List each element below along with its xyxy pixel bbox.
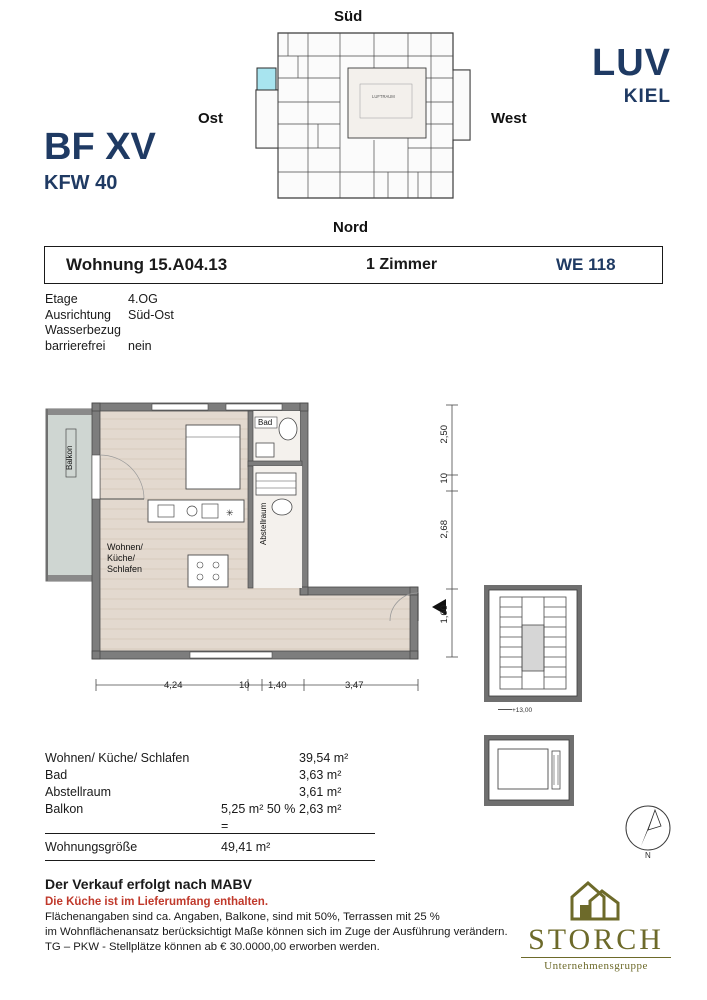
dim-right-3: 2,68 bbox=[439, 520, 450, 539]
key-plan bbox=[248, 28, 476, 206]
svg-text:Abstellraum: Abstellraum bbox=[259, 502, 268, 545]
meta-key: Ausrichtung bbox=[45, 307, 112, 322]
stair-level-leader bbox=[498, 709, 512, 710]
building-code: BF XV bbox=[44, 126, 156, 168]
meta-key: Etage bbox=[45, 292, 78, 306]
dim-right-2: 10 bbox=[439, 473, 450, 484]
legal-red-note: Die Küche ist im Lieferumfang enthalten. bbox=[45, 896, 269, 908]
area-mid bbox=[221, 784, 299, 801]
area-table-divider-top bbox=[45, 833, 375, 834]
area-name: Abstellraum bbox=[45, 785, 111, 799]
unit-meta-list bbox=[45, 292, 174, 354]
area-name: Bad bbox=[45, 768, 68, 782]
total-area-value: 49,41 m² bbox=[221, 840, 271, 854]
dim-bottom-2: 10 bbox=[239, 680, 250, 691]
compass-label-nord: Nord bbox=[333, 219, 368, 236]
svg-text:Wohnen/: Wohnen/ bbox=[107, 542, 143, 552]
legal-block bbox=[45, 876, 535, 955]
dim-right-1: 2,50 bbox=[439, 425, 450, 444]
unit-title-bar bbox=[44, 246, 663, 284]
svg-text:Schlafen: Schlafen bbox=[107, 564, 143, 574]
legal-line: im Wohnflächenansatz berücksichtigt Maße können sich im Zuge der Ausführung verändern. bbox=[45, 926, 508, 938]
lift-drawing bbox=[484, 735, 574, 807]
legal-heading: Der Verkauf erfolgt nach MABV bbox=[45, 876, 252, 892]
dim-bottom-1: 4,24 bbox=[164, 680, 183, 691]
meta-row bbox=[45, 308, 174, 324]
compass-label-sued: Süd bbox=[334, 8, 363, 25]
north-arrow-icon bbox=[617, 800, 679, 862]
area-value: 2,63 m² bbox=[299, 802, 342, 816]
brand-city: KIEL bbox=[623, 86, 671, 107]
brand-block bbox=[592, 44, 671, 108]
area-name: Balkon bbox=[45, 802, 84, 816]
area-mid bbox=[221, 750, 299, 767]
area-row bbox=[45, 767, 375, 784]
floor-plan bbox=[40, 395, 470, 715]
keyplan-luftraum-label: LUFTRAUM bbox=[372, 94, 395, 99]
meta-row bbox=[45, 292, 174, 308]
compass-label-west: West bbox=[491, 110, 527, 127]
storch-subtitle: Unternehmensgruppe bbox=[521, 957, 671, 972]
meta-key: Wasserbezug bbox=[45, 323, 121, 337]
area-value: 3,63 m² bbox=[299, 768, 342, 782]
compass-label-ost: Ost bbox=[198, 110, 224, 127]
stair-level-label: +13,00 bbox=[512, 707, 533, 714]
svg-text:✳: ✳ bbox=[226, 508, 234, 518]
total-area-row bbox=[45, 840, 375, 854]
storch-house-icon bbox=[521, 877, 671, 921]
unit-we-number: WE 118 bbox=[556, 255, 616, 274]
total-area-label: Wohnungsgröße bbox=[45, 840, 138, 854]
area-row bbox=[45, 750, 375, 767]
storch-name: STORCH bbox=[528, 923, 664, 956]
brand-name: LUV bbox=[592, 42, 671, 84]
area-table-divider-bottom bbox=[45, 860, 375, 861]
svg-text:Bad: Bad bbox=[258, 418, 273, 427]
unit-rooms: 1 Zimmer bbox=[366, 256, 438, 273]
unit-number: Wohnung 15.A04.13 bbox=[66, 255, 228, 274]
meta-key: barrierefrei bbox=[45, 338, 106, 353]
dim-right-4: 1,60 bbox=[439, 605, 450, 624]
area-name: Wohnen/ Küche/ Schlafen bbox=[45, 751, 190, 765]
meta-row bbox=[45, 339, 174, 355]
dim-bottom-4: 3,47 bbox=[345, 680, 364, 691]
area-mid: 5,25 m² 50 % = bbox=[221, 802, 296, 833]
area-value: 39,54 m² bbox=[299, 751, 349, 765]
svg-text:N: N bbox=[645, 851, 651, 860]
meta-value: nein bbox=[128, 338, 152, 353]
area-mid bbox=[221, 767, 299, 784]
svg-text:Küche/: Küche/ bbox=[107, 553, 136, 563]
meta-value: 4.OG bbox=[128, 292, 158, 306]
area-value: 3,61 m² bbox=[299, 785, 342, 799]
area-row bbox=[45, 784, 375, 801]
area-row bbox=[45, 801, 375, 835]
stair-core-drawing bbox=[484, 585, 582, 705]
building-block bbox=[44, 128, 156, 195]
dim-bottom-3: 1,40 bbox=[268, 680, 287, 691]
legal-line: TG – PKW - Stellplätze können ab € 30.0000,00 erworben werden. bbox=[45, 941, 380, 953]
legal-line: Flächenangaben sind ca. Angaben, Balkone, sind mit 50%, Terrassen mit 25 % bbox=[45, 911, 440, 923]
area-table bbox=[45, 750, 375, 835]
svg-text:Balkon: Balkon bbox=[65, 445, 74, 470]
storch-logo bbox=[521, 877, 671, 972]
meta-row bbox=[45, 323, 174, 339]
meta-value: Süd-Ost bbox=[128, 307, 174, 322]
building-standard: KFW 40 bbox=[44, 172, 118, 194]
